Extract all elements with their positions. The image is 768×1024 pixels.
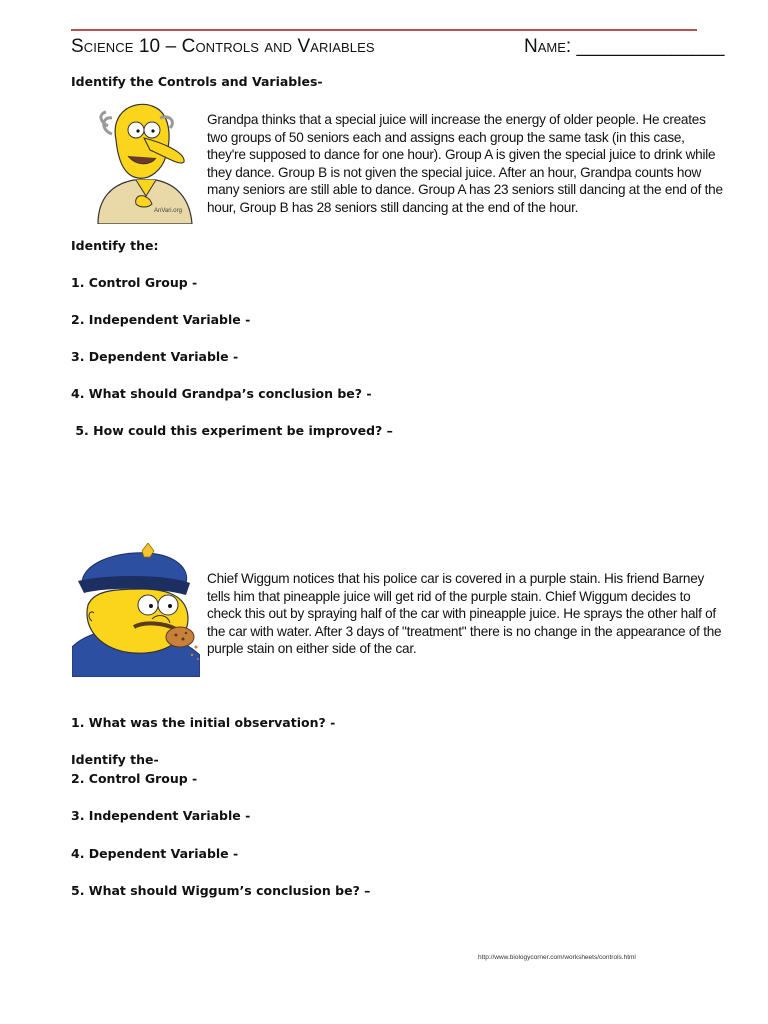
question-control-group-2: 2. Control Group -	[71, 771, 198, 786]
grandpa-scenario-paragraph: Grandpa thinks that a special juice will increase the energy of older people. He creates two groups of 50 seniors each and assigns each group the same task (in this case, they're supposed to dance for one hour). Group A is given the special juice to drink while they dance. Group B is not given the special juice. After an hour, Grandpa counts how many seniors are still able to dance. Group A has 23 seniors still dancing at the end of the hour, Group B has 28 seniors still dancing at the end of the hour.	[207, 112, 723, 215]
source-url[interactable]: http://www.biologycorner.com/worksheets/controls.html	[478, 954, 636, 961]
question-dependent-variable-2: 4. Dependent Variable -	[71, 846, 239, 861]
grandpa-cartoon-icon	[90, 100, 194, 224]
wiggum-scenario-paragraph: Chief Wiggum notices that his police car is covered in a purple stain. His friend Barney tells him that pineapple juice will get rid of the purple stain. Chief Wiggum decides to check this out by spraying half of the car with pineapple juice. He sprays the other half of the car with water. After 3 days of "treatment" there is no change in the appearance of the purple stain on either side of the car.	[207, 571, 722, 657]
name-field-label: Name: ______________	[524, 36, 725, 57]
question-initial-observation: 1. What was the initial observation? -	[71, 715, 336, 730]
question-grandpa-conclusion: 4. What should Grandpa’s conclusion be? -	[71, 386, 372, 401]
question-independent-variable: 2. Independent Variable -	[71, 312, 251, 327]
question-experiment-improvement: 5. How could this experiment be improved? –	[71, 423, 393, 438]
question-control-group: 1. Control Group -	[71, 275, 198, 290]
worksheet-title: Science 10 – Controls and Variables	[71, 36, 375, 57]
section2-identify-label: Identify the-	[71, 752, 159, 767]
chief-wiggum-cartoon-icon	[72, 543, 200, 677]
section1-instruction: Identify the Controls and Variables-	[71, 74, 323, 89]
question-dependent-variable: 3. Dependent Variable -	[71, 349, 239, 364]
header-rule	[71, 29, 697, 31]
question-independent-variable-2: 3. Independent Variable -	[71, 808, 251, 823]
svg-text:AnVari.org: AnVari.org	[154, 208, 182, 214]
question-wiggum-conclusion: 5. What should Wiggum’s conclusion be? –	[71, 883, 371, 898]
section1-identify-label: Identify the:	[71, 238, 159, 253]
